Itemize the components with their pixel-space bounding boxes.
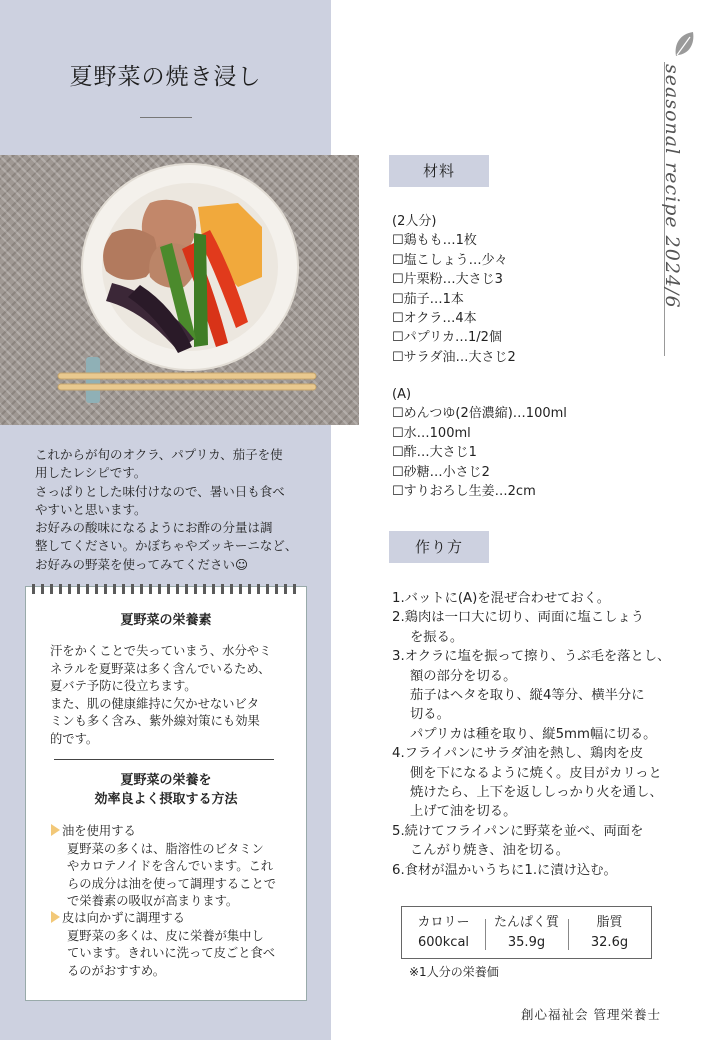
leaf-icon xyxy=(672,30,696,64)
nutrition-cell-fat xyxy=(568,907,651,958)
ingredients-group-a xyxy=(392,385,567,501)
step-line: を振る。 xyxy=(410,629,464,645)
nutrition-cell-protein xyxy=(485,907,568,958)
intro-line: 用したレシピです。 xyxy=(35,465,147,481)
step-line: 焼けたら、上下を返ししっかり火を通し、 xyxy=(410,785,663,801)
ingredient-item: ☐めんつゆ(2倍濃縮)…100ml xyxy=(392,406,567,422)
method-heading-line2: 効率良よく摂取する方法 xyxy=(94,792,238,807)
triangle-bullet-icon xyxy=(51,824,60,836)
tip-title: 油を使用する xyxy=(62,824,136,838)
ingredient-item: ☐砂糖…小さじ2 xyxy=(392,464,490,480)
seasonal-recipe-caption: seasonal recipe 2024/6 xyxy=(661,64,683,309)
tip-title: 皮は向かずに調理する xyxy=(62,911,185,925)
intro-line: お好みの野菜を使ってみてください☺ xyxy=(35,556,249,572)
ingredients-label: 材料 xyxy=(389,155,489,187)
tip-skin xyxy=(51,910,301,980)
nutrients-line: 的です。 xyxy=(50,731,99,746)
servings: (2人分) xyxy=(392,214,437,229)
step-line: 切る。 xyxy=(410,707,450,723)
nutrition-label: たんぱく質 xyxy=(493,915,559,930)
nutrition-value: 35.9g xyxy=(507,935,546,950)
nutrients-line: ネラルを夏野菜は多く含んでいるため、 xyxy=(50,661,271,676)
nutrition-table xyxy=(401,906,652,959)
ingredient-item: ☐鶏もも…1枚 xyxy=(392,233,477,249)
nutrition-cell-calorie xyxy=(402,907,485,958)
step-line: 茄子はヘタを取り、縦4等分、横半分に xyxy=(410,688,645,704)
nutrients-line: また、肌の健康維持に欠かせないビタ xyxy=(50,696,260,711)
method-steps xyxy=(392,589,670,880)
nutrition-note: ※1人分の栄養価 xyxy=(409,965,499,979)
ingredient-item: ☐片栗粉…大さじ3 xyxy=(392,272,503,288)
step-line: 6.食材が温かいうちに1.に漬け込む。 xyxy=(392,862,617,878)
intro-line: 整してください。かぼちゃやズッキーニなど、 xyxy=(35,538,298,554)
dish-photo xyxy=(0,155,359,425)
nutrients-line: 夏バテ予防に役立ちます。 xyxy=(50,679,197,693)
nutrients-heading: 夏野菜の栄養素 xyxy=(120,613,212,628)
tip-line: 夏野菜の多くは、皮に栄養が集中し xyxy=(67,928,264,943)
ingredient-item: ☐酢…大さじ1 xyxy=(392,445,477,461)
intro-line: これからが旬のオクラ、パプリカ、茄子を使 xyxy=(35,447,283,462)
nutrients-line: 汗をかくことで失っていまう、水分やミ xyxy=(50,644,272,658)
tip-line: るのがおすすめ。 xyxy=(67,963,166,978)
step-line: 側を下になるように焼く。皮目がカリっと xyxy=(410,765,662,781)
tip-oil xyxy=(51,823,301,911)
step-line: パプリカは種を取り、縦5mm幅に切る。 xyxy=(410,726,657,742)
nutrients-line: ミンも多く含み、紫外線対策にも効果 xyxy=(50,714,260,728)
spiral-binding xyxy=(32,584,300,594)
triangle-bullet-icon xyxy=(51,911,60,923)
author-credit: 創心福祉会 管理栄養士 xyxy=(521,1007,661,1022)
nutrition-label: カロリー xyxy=(417,915,470,930)
title-divider xyxy=(140,117,192,118)
notebook-divider xyxy=(54,759,274,760)
tip-line: やカロテノイドを含んでいます。これ xyxy=(67,859,274,873)
nutrients-text xyxy=(50,643,295,748)
ingredient-item: ☐水…100ml xyxy=(392,425,471,441)
nutrition-notebook xyxy=(25,586,307,1001)
ingredient-item: ☐すりおろし生姜…2cm xyxy=(392,484,536,500)
nutrition-label: 脂質 xyxy=(596,915,623,930)
intro-line: お好みの酸味になるようにお酢の分量は調 xyxy=(35,520,273,536)
ingredient-item: ☐塩こしょう…少々 xyxy=(392,252,508,268)
step-line: 5.続けてフライパンに野菜を並べ、両面を xyxy=(392,823,644,839)
intro-line: やすいと思います。 xyxy=(35,501,147,517)
step-line: 上げて油を切る。 xyxy=(410,804,517,820)
tip-line: ています。きれいに洗って皮ごと食べ xyxy=(67,946,276,960)
ingredient-item: ☐オクラ…4本 xyxy=(392,311,477,327)
page-title: 夏野菜の焼き浸し xyxy=(69,64,262,90)
ingredient-item: ☐茄子…1本 xyxy=(392,291,464,307)
intro-text xyxy=(35,446,305,574)
intro-line: さっぱりとした味付けなので、暑い日も食べ xyxy=(35,483,285,499)
step-line: 3.オクラに塩を振って擦り、うぶ毛を落とし、 xyxy=(392,649,671,665)
tip-line: らの成分は油を使って調理することで xyxy=(67,876,277,891)
method-heading-line1: 夏野菜の栄養を xyxy=(120,773,212,788)
nutrition-value: 32.6g xyxy=(590,935,629,950)
step-line: 2.鶏肉は一口大に切り、両面に塩こしょう xyxy=(392,610,645,626)
step-line: 額の部分を切る。 xyxy=(410,668,517,684)
ingredient-item: ☐サラダ油…大さじ2 xyxy=(392,349,516,365)
method-label: 作り方 xyxy=(389,531,489,563)
step-line: 1.バットに(A)を混ぜ合わせておく。 xyxy=(392,591,611,606)
ingredient-item: ☐パプリカ…1/2個 xyxy=(392,330,502,346)
step-line: こんがり焼き、油を切る。 xyxy=(410,843,570,859)
tip-line: 夏野菜の多くは、脂溶性のビタミン xyxy=(67,841,264,856)
group-a-label: (A) xyxy=(392,387,412,402)
tip-line: で栄養素の吸収が高まります。 xyxy=(67,894,239,908)
dish-illustration xyxy=(0,155,359,425)
nutrition-value: 600kcal xyxy=(417,935,470,950)
step-line: 4.フライパンにサラダ油を熱し、鶏肉を皮 xyxy=(392,746,644,762)
ingredients-list xyxy=(392,212,516,367)
